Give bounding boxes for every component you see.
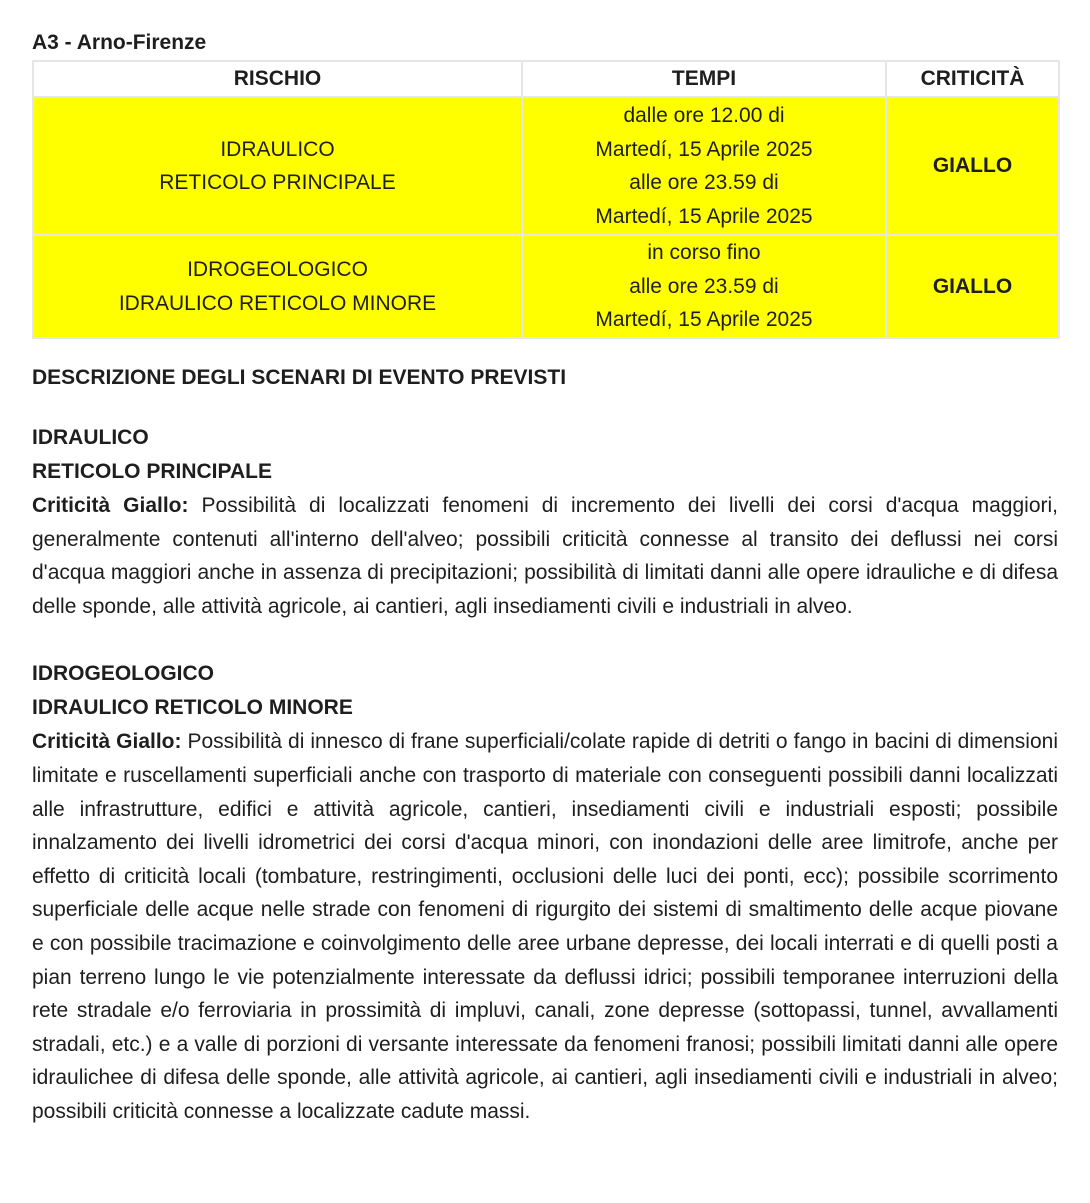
risk-cell — [33, 97, 522, 235]
risk-line: IDRAULICO RETICOLO MINORE — [118, 291, 437, 315]
scenario-text: Possibilità di innesco di frane superficiali/colate rapide di detriti o fango in bacini di dimensioni limitate e ruscellamenti superficiali anche con trasporto di materiale con conseguenti possibili danni localizzati alle infrastrutture, edifici e attività agricole, cantieri, insediamenti civili e industriali esposti; possibile innalzamento dei livelli idrometrici dei corsi d'acqua minori, con inondazioni delle aree limitrofe, anche per effetto di criticità locali (tombature, restringimenti, occlusioni delle luci dei ponti, ecc); possibile scorrimento superficiale delle acque nelle strade con fenomeni di rigurgito dei sistemi di smaltimento delle acque piovane e con possibile tracimazione e coinvolgimento delle aree urbane depresse, dei locali interrati e di quelli posti a pian terreno lungo le vie potenzialmente interessate da deflussi idrici; possibili temporanee interruzioni della rete stradale e/o ferroviaria in prossimità di impluvi, canali, zone depresse (sottopassi, tunnel, avvallamenti stradali, etc.) e a valle di porzioni di versante interessate da fenomeni franosi; possibili limitati danni alle opere idraulichee di difesa delle sponde, alle attività agricole, ai cantieri, agli insediamenti civili e industriali in alveo; possibili criticità connesse a localizzate cadute massi. — [32, 730, 1058, 1123]
times-line: alle ore 23.59 di — [629, 171, 779, 194]
risk-cell — [33, 235, 522, 338]
risk-table — [32, 60, 1060, 339]
risk-line: RETICOLO PRINCIPALE — [159, 171, 396, 194]
zone-title: A3 - Arno-Firenze — [32, 31, 207, 54]
scenario-heading: IDRAULICO — [32, 426, 149, 449]
scenario-text: Possibilità di localizzati fenomeni di incremento dei livelli dei corsi d'acqua maggiori, generalmente contenuti all'interno dell'alveo; possibili criticità connesse al transito dei deflussi nei corsi d'acqua maggiori anche in assenza di precipitazioni; possibilità di limitati danni alle opere idrauliche e di difesa delle sponde, alle attività agricole, ai cantieri, agli insediamenti civili e industriali in alveo. — [32, 494, 1058, 618]
times-line: in corso fino — [647, 241, 761, 265]
scenario-heading: IDROGEOLOGICO — [32, 662, 215, 686]
times-line: dalle ore 12.00 di — [623, 104, 785, 127]
scenario-subheading: IDRAULICO RETICOLO MINORE — [32, 696, 353, 720]
scenario-subheading: RETICOLO PRINCIPALE — [32, 460, 272, 483]
bulletin-page — [32, 30, 1058, 1129]
header-criticita: CRITICITÀ — [886, 61, 1059, 97]
criticity-label: Criticità Giallo: — [32, 730, 182, 754]
table-row — [33, 235, 1059, 338]
times-line: Martedí, 15 Aprile 2025 — [595, 137, 813, 161]
times-cell — [522, 97, 886, 235]
scenario-block-idrogeologico — [32, 657, 1058, 1128]
scenarios-title: DESCRIZIONE DEGLI SCENARI DI EVENTO PREVISTI — [32, 366, 567, 389]
header-tempi: TEMPI — [522, 61, 886, 97]
level-cell: GIALLO — [886, 235, 1059, 338]
header-rischio: RISCHIO — [33, 61, 522, 97]
times-line: Martedí, 15 Aprile 2025 — [595, 204, 813, 228]
risk-line: IDRAULICO — [220, 137, 335, 161]
criticity-label: Criticità Giallo: — [32, 494, 189, 517]
scenario-description — [32, 725, 1058, 1128]
scenario-description — [32, 489, 1058, 623]
times-cell — [522, 235, 886, 338]
scenario-block-idraulico — [32, 421, 1058, 623]
risk-line: IDROGEOLOGICO — [187, 258, 368, 281]
times-line: alle ore 23.59 di — [629, 274, 779, 298]
level-cell: GIALLO — [886, 97, 1059, 235]
times-line: Martedí, 15 Aprile 2025 — [595, 308, 813, 332]
table-row — [33, 97, 1059, 235]
table-header-row — [33, 61, 1059, 97]
